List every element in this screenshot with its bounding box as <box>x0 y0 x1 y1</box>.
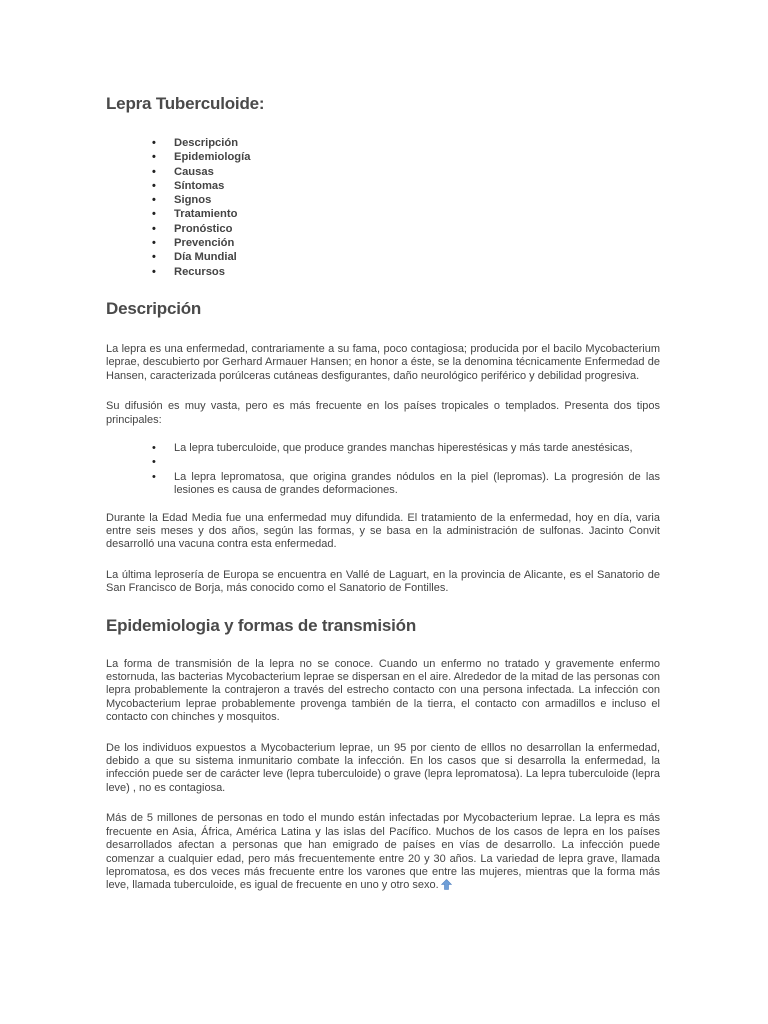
toc-item-sintomas[interactable]: • Síntomas <box>174 179 660 193</box>
section-heading-epidemiologia: Epidemiologia y formas de transmisión <box>106 615 417 635</box>
document-content <box>106 86 660 893</box>
list-item <box>174 456 660 469</box>
paragraph <box>106 812 660 892</box>
toc-item-prevencion[interactable]: • Prevención <box>174 236 660 250</box>
paragraph: La lepra es una enfermedad, contrariamente a su fama, poco contagiosa; producida por el bacilo Mycobacterium leprae, descubierto por Gerhard Armauer Hansen; en honor a éste, se la denomina técnicamente Enfermedad de Hansen, caracterizada porúlceras cutáneas desfigurantes, daño neurológico periférico y debilidad progresiva. <box>106 342 660 382</box>
toc-item-dia-mundial[interactable]: • Día Mundial <box>174 250 660 264</box>
paragraph: La última leprosería de Europa se encuentra en Vallé de Laguart, en la provincia de Alicante, es el Sanatorio de San Francisco de Borja, más conocido como el Sanatorio de Fontilles. <box>106 568 660 595</box>
toc-item-tratamiento[interactable]: • Tratamiento <box>174 207 660 221</box>
toc-item-epidemiologia[interactable]: • Epidemiología <box>174 150 660 164</box>
list-item: • La lepra lepromatosa, que origina grandes nódulos en la piel (lepromas). La progresión de las lesiones es causa de grandes deformaciones. <box>174 471 660 498</box>
list-item: • La lepra tuberculoide, que produce grandes manchas hiperestésicas y más tarde anestésicas, <box>174 442 660 455</box>
section-heading-descripcion: Descripción <box>106 298 202 318</box>
toc-item-pronostico[interactable]: • Pronóstico <box>174 222 660 236</box>
toc-item-recursos[interactable]: • Recursos <box>174 265 660 279</box>
paragraph: Su difusión es muy vasta, pero es más frecuente en los países tropicales o templados. Presenta dos tipos principales: <box>106 400 660 426</box>
paragraph: De los individuos expuestos a Mycobacterium leprae, un 95 por ciento de elllos no desarrollan la enfermedad, debido a que su sistema inmunitario combate la infección. En los casos que si desarrolla la enfermedad, la infección puede ser de carácter leve (lepra tuberculoide) o grave (lepra lepromatosa). La lepra tuberculoide (lepra leve) , no es contagiosa. <box>106 741 660 794</box>
paragraph: Durante la Edad Media fue una enfermedad muy difundida. El tratamiento de la enfermedad, hoy en día, varia entre seis meses y dos años, según las formas, y se basa en la administración de sulfonas. Jacinto Convit desarrolló una vacuna contra esta enfermedad. <box>106 511 660 551</box>
types-list <box>106 442 660 498</box>
toc-item-causas[interactable]: • Causas <box>174 165 660 179</box>
up-arrow-icon[interactable] <box>441 879 452 890</box>
paragraph: La forma de transmisión de la lepra no se conoce. Cuando un enfermo no tratado y gravemente enfermo estornuda, las bacterias Mycobacterium leprae se dispersan en el aire. Alrededor de la mitad de las personas con lepra probablemente la contrajeron a través del estrecho contacto con una persona infectada. La infección con Mycobacterium leprae probablemente provenga también de la tierra, el contacto con armadillos e incluso el contacto con chinches y mosquitos. <box>106 657 660 724</box>
toc-item-descripcion[interactable]: • Descripción <box>174 136 660 150</box>
page-title: Lepra Tuberculoide: <box>106 94 265 113</box>
toc-item-signos[interactable]: • Signos <box>174 193 660 207</box>
paragraph-text: Más de 5 millones de personas en todo el mundo están infectadas por Mycobacterium leprae. La lepra es más frecuente en Asia, África, América Latina y las islas del Pacífico. Muchos de los casos de lepra en los países desarrollados afectan a personas que han emigrado de países en vías de desarrollo. La infección puede comenzar a cualquier edad, pero más frecuentemente entre 20 y 30 años. La variedad de lepra grave, llamada lepromatosa, es dos veces más frecuente entre los varones que entre las mujeres, mientras que la forma más leve, llamada tuberculoide, es igual de frecuente en uno y otro sexo. <box>106 812 660 892</box>
table-of-contents <box>106 136 660 279</box>
